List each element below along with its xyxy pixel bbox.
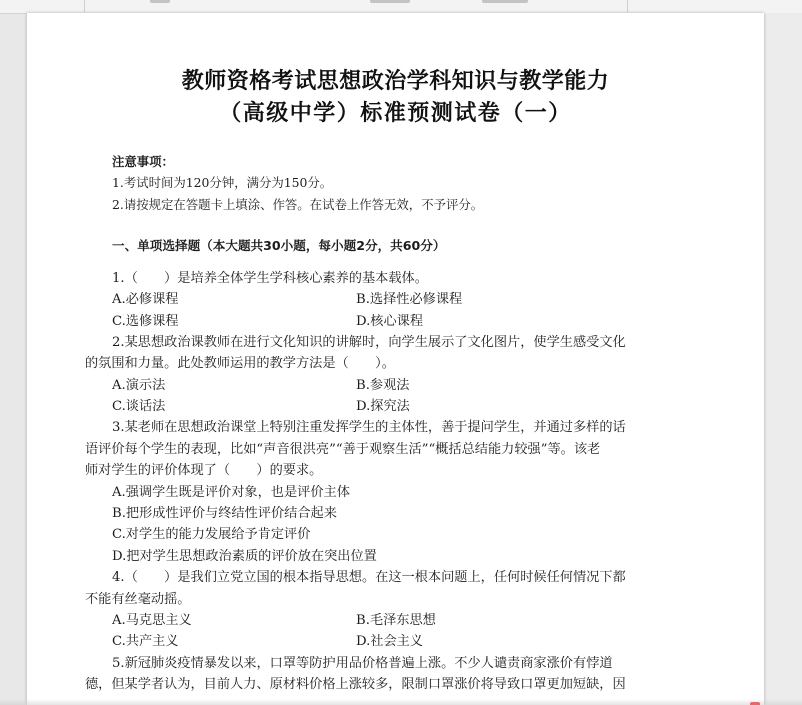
question-stem: 5.新冠肺炎疫情暴发以来，口罩等防护用品价格普遍上涨。不少人谴责商家涨价有悖道 [112,656,613,671]
toolbar-tab-handle[interactable] [370,0,410,3]
option-b: B.选择性必修课程 [356,292,463,307]
viewer-background-right [764,13,802,705]
option-b: B.毛泽东思想 [356,613,436,628]
option-d: D.核心课程 [356,314,424,329]
question-stem: 师对学生的评价体现了（ ）的要求。 [85,463,323,478]
question-stem: 3.某老师在思想政治课堂上特别注重发挥学生的主体性，善于提问学生，并通过多样的话 [112,420,626,435]
section-heading: 一、单项选择题（本大题共30小题，每小题2分，共60分） [112,238,446,253]
viewer-toolbar [0,0,802,14]
option-a: A.必修课程 [112,292,179,307]
option-d: D.探究法 [356,399,410,414]
question-stem: 2.某思想政治课教师在进行文化知识的讲解时，向学生展示了文化图片，使学生感受文化 [112,335,626,350]
toolbar-segment [0,0,85,12]
option-a: A.马克思主义 [112,613,192,628]
option-c: C.共产主义 [112,634,179,649]
option-c: C.对学生的能力发展给予肯定评价 [112,527,311,542]
question-stem: 德，但某学者认为，目前人力、原材料价格上涨较多，限制口罩涨价将导致口罩更加短缺，因 [85,677,626,692]
question-stem: 不能有丝毫动摇。 [85,592,191,607]
option-b: B.把形成性评价与终结性评价结合起来 [112,506,337,521]
document-page [27,13,764,705]
option-a: A.演示法 [112,378,166,393]
notice-heading: 注意事项： [112,154,174,169]
option-b: B.参观法 [356,378,410,393]
exam-title-line1: 教师资格考试思想政治学科知识与教学能力 [181,69,610,94]
question-stem: 语评价每个学生的表现，比如“声音很洪亮”“善于观察生活”“概括总结能力较强”等。该老 [85,442,601,457]
question-stem: 1.（ ）是培养全体学生学科核心素养的基本载体。 [112,271,428,286]
option-c: C.谈话法 [112,399,166,414]
toolbar-tab-handle[interactable] [482,0,528,3]
option-a: A.强调学生既是评价对象，也是评价主体 [112,485,350,500]
option-c: C.选修课程 [112,314,179,329]
question-stem: 4.（ ）是我们立党立国的根本指导思想。在这一根本问题上，任何时候任何情况下都 [112,570,626,585]
notice-item: 1.考试时间为120分钟，满分为150分。 [112,175,333,190]
bottom-shadow [0,699,802,705]
notice-item: 2.请按规定在答题卡上填涂、作答。在试卷上作答无效，不予评分。 [112,197,484,212]
option-d: D.把对学生思想政治素质的评价放在突出位置 [112,549,377,564]
toolbar-tab-handle[interactable] [150,0,170,3]
exam-title-line2: （高级中学）标准预测试卷（一） [219,101,572,126]
option-d: D.社会主义 [356,634,424,649]
question-stem: 的氛围和力量。此处教师运用的教学方法是（ ）。 [85,356,395,371]
